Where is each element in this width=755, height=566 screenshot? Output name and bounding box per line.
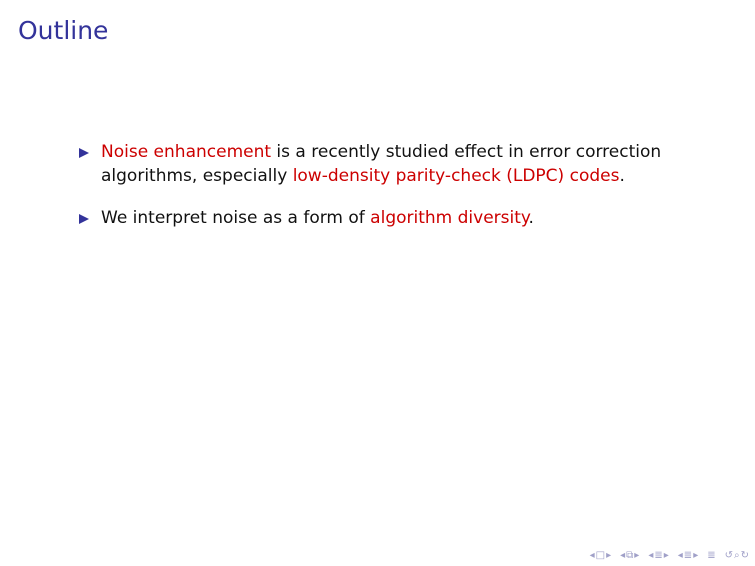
bullet-triangle-icon: [79, 214, 89, 224]
arrow-right-icon: ▸: [606, 550, 612, 561]
arrow-right-icon: ▸: [693, 550, 699, 561]
nav-first-icon[interactable]: [590, 550, 612, 562]
beamer-navigation: [584, 550, 749, 562]
frame-stack-icon: ⧉: [626, 550, 634, 561]
redo-icon: ↻: [740, 550, 749, 561]
body-text: We interpret noise as a form of: [101, 208, 371, 228]
body-text: is a recently studied effect in error correction algorithms, especially: [101, 142, 662, 186]
body-text: .: [619, 166, 625, 186]
undo-icon: ↺: [724, 550, 733, 561]
arrow-left-icon: ◂: [648, 550, 654, 561]
align-icon: ≣: [707, 550, 716, 561]
nav-search-icon[interactable]: [725, 550, 749, 562]
arrow-right-icon: ▸: [663, 550, 669, 561]
section-icon: ≣: [654, 550, 663, 561]
arrow-left-icon: ◂: [589, 550, 595, 561]
search-icon: ⌕: [734, 550, 740, 561]
alert-text: algorithm diversity: [370, 208, 529, 228]
bullet-list: [78, 140, 698, 248]
nav-subsection-icon[interactable]: [678, 550, 698, 562]
square-icon: □: [595, 550, 606, 561]
bullet-item: [78, 206, 698, 230]
frame-title: Outline: [18, 16, 109, 45]
nav-section-icon[interactable]: [648, 550, 668, 562]
subsection-icon: ≣: [683, 550, 693, 561]
alert-text: Noise enhancement: [101, 142, 272, 162]
arrow-left-icon: ◂: [620, 550, 626, 561]
bullet-triangle-icon: [79, 148, 89, 158]
nav-frame-icon[interactable]: [620, 550, 639, 562]
nav-align-icon[interactable]: [707, 550, 715, 562]
arrow-left-icon: ◂: [677, 550, 683, 561]
body-text: .: [528, 208, 534, 228]
arrow-right-icon: ▸: [634, 550, 640, 561]
alert-text: low-density parity-check (LDPC) codes: [292, 166, 620, 186]
bullet-item: [78, 140, 698, 188]
